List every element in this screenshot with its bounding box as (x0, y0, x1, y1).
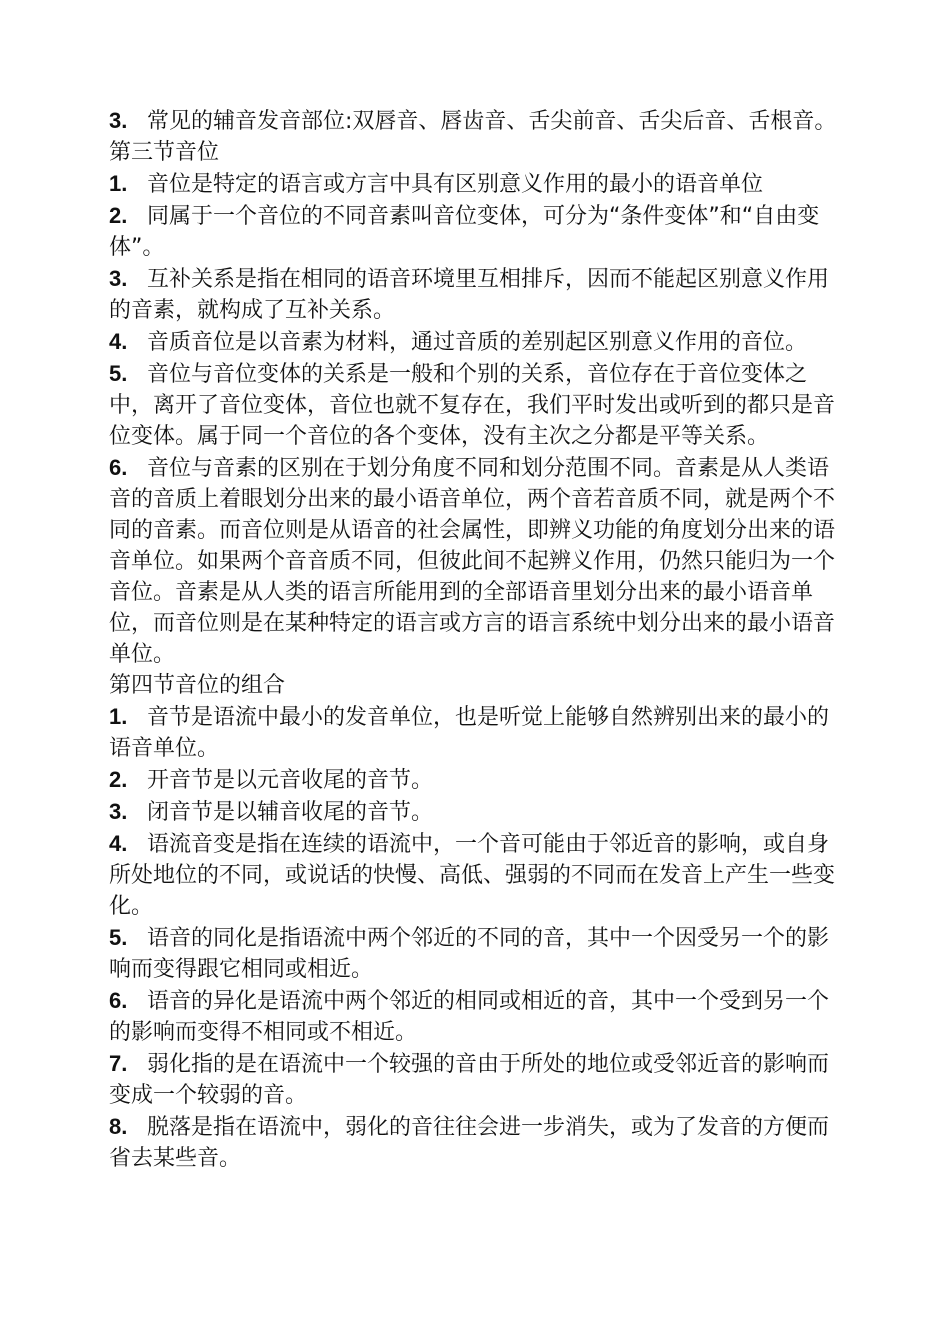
item-text: 弱化指的是在语流中一个较强的音由于所处的地位或受邻近音的影响而变成一个较弱的音。 (109, 1052, 830, 1108)
item-text: 语音的异化是语流中两个邻近的相同或相近的音，其中一个受到另一个的影响而变得不相同或不相近。 (109, 989, 830, 1045)
item-number: 6. (109, 455, 128, 480)
list-item (109, 1048, 849, 1111)
list-item (109, 764, 849, 796)
item-text: 音节是语流中最小的发音单位，也是听觉上能够自然辨别出来的最小的语音单位。 (109, 705, 830, 761)
list-item (109, 168, 849, 200)
item-text: 音位与音素的区别在于划分角度不同和划分范围不同。音素是从人类语音的音质上着眼划分出来的最小语音单位，两个音若音质不同，就是两个不同的音素。而音位则是从语音的社会属性，即辨义功能的角度划分出来的语音单位。如果两个音音质不同，但彼此间不起辨义作用，仍然只能归为一个音位。音素是从人类的语言所能用到的全部语音里划分出来的最小语音单位，而音位则是在某种特定的语言或方言的语言系统中划分出来的最小语音单位。 (109, 456, 836, 667)
item-text: 音位是特定的语言或方言中具有区别意义作用的最小的语音单位 (147, 172, 764, 197)
section-heading: 第三节音位 (109, 140, 220, 165)
item-number: 2. (109, 203, 128, 228)
list-item (109, 358, 849, 452)
item-text: 语音的同化是指语流中两个邻近的不同的音，其中一个因受另一个的影响而变得跟它相同或相近。 (109, 926, 830, 982)
item-text: 脱落是指在语流中，弱化的音往往会进一步消失，或为了发音的方便而省去某些音。 (109, 1115, 830, 1171)
list-item (109, 263, 849, 326)
list-item (109, 200, 849, 263)
item-number: 7. (109, 1051, 128, 1076)
item-text: 音位与音位变体的关系是一般和个别的关系，音位存在于音位变体之中，离开了音位变体，音位也就不复存在，我们平时发出或听到的都只是音位变体。属于同一个音位的各个变体，没有主次之分都是平等关系。 (109, 362, 836, 449)
section-heading: 第四节音位的组合 (109, 673, 286, 698)
document-page (109, 105, 849, 1174)
item-text: 互补关系是指在相同的语音环境里互相排斥，因而不能起区别意义作用的音素，就构成了互补关系。 (109, 267, 830, 323)
list-item (109, 828, 849, 922)
item-number: 2. (109, 767, 128, 792)
item-number: 4. (109, 329, 128, 354)
list-item (109, 796, 849, 828)
item-number: 5. (109, 361, 128, 386)
item-number: 8. (109, 1114, 128, 1139)
list-item (109, 1111, 849, 1174)
item-number: 4. (109, 831, 128, 856)
item-number: 1. (109, 704, 128, 729)
item-text: 常见的辅音发音部位:双唇音、唇齿音、舌尖前音、舌尖后音、舌根音。 (147, 109, 837, 134)
item-number: 3. (109, 108, 128, 133)
list-item (109, 452, 849, 670)
list-item (109, 326, 849, 358)
item-text: 音质音位是以音素为材料，通过音质的差别起区别意义作用的音位。 (147, 330, 808, 355)
item-number: 5. (109, 925, 128, 950)
item-text: 语流音变是指在连续的语流中，一个音可能由于邻近音的影响，或自身所处地位的不同，或说话的快慢、高低、强弱的不同而在发音上产生一些变化。 (109, 832, 836, 919)
list-item (109, 105, 849, 137)
item-number: 3. (109, 266, 128, 291)
item-text: 闭音节是以辅音收尾的音节。 (147, 800, 434, 825)
list-item (109, 922, 849, 985)
item-text: 同属于一个音位的不同音素叫音位变体，可分为“条件变体”和“自由变体”。 (109, 204, 820, 260)
item-number: 1. (109, 171, 128, 196)
list-item (109, 701, 849, 764)
item-text: 开音节是以元音收尾的音节。 (147, 768, 434, 793)
item-number: 6. (109, 988, 128, 1013)
list-item (109, 985, 849, 1048)
item-number: 3. (109, 799, 128, 824)
